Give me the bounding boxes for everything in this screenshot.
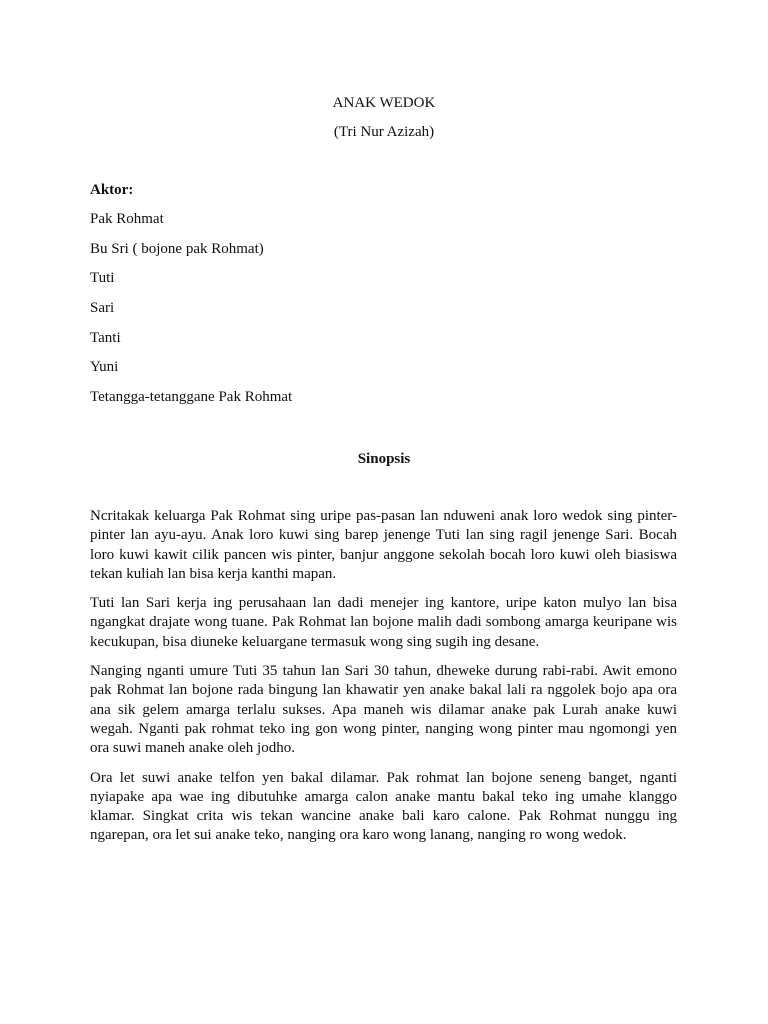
- synopsis-paragraph: Ora let suwi anake telfon yen bakal dilamar. Pak rohmat lan bojone seneng banget, nganti nyiapake apa wae ing dibutuhke amarga calon anake mantu bakal teko ing umahe klanggo klamar. Singkat crita wis tekan wancine anake bali karo calone. Pak Rohmat nunggu ing ngarepan, ora let sui anake teko, nanging ora karo wong lanang, nanging ro wong wedok.: [90, 769, 677, 844]
- actor-item: Pak Rohmat: [90, 211, 164, 227]
- actor-item: Bu Sri ( bojone pak Rohmat): [90, 240, 264, 257]
- actor-item: Tanti: [90, 329, 121, 346]
- actor-item: Yuni: [90, 359, 119, 376]
- document-author: (Tri Nur Azizah): [333, 124, 435, 140]
- synopsis-paragraph: Nanging nganti umure Tuti 35 tahun lan Sari 30 tahun, dheweke durung rabi-rabi. Awit emono pak Rohmat lan bojone rada bingung lan khawatir yen anake bakal lali ra nggolek bojo apa ora ana sik gelem amarga terlalu sukses. Apa maneh wis dilamar anake pak Lurah anake kuwi wegah. Nganti pak rohmat teko ing gon wong pinter, nanging wong pinter mau ngomongi yen ora suwi maneh anake oleh jodho.: [90, 663, 677, 757]
- document-title: ANAK WEDOK: [332, 95, 436, 111]
- actor-item: Sari: [90, 300, 115, 317]
- actor-item: Tetangga-tetanggane Pak Rohmat: [90, 389, 293, 406]
- synopsis-paragraph: Ncritakak keluarga Pak Rohmat sing uripe pas-pasan lan nduweni anak loro wedok sing pinter-pinter lan ayu-ayu. Anak loro kuwi sing barep jenenge Tuti lan sing ragil jenenge Sari. Bocah loro kuwi kawit cilik pancen wis pinter, banjur anggone sekolah bocah loro kuwi oleh biasiswa tekan kuliah lan bisa kerja kanthi mapan.: [90, 508, 677, 582]
- actors-heading: Aktor:: [90, 182, 134, 198]
- synopsis-heading: Sinopsis: [357, 451, 411, 467]
- synopsis-paragraph: Tuti lan Sari kerja ing perusahaan lan dadi menejer ing kantore, uripe katon mulyo lan bisa ngangkat drajate wong tuane. Pak Rohmat lan bojone malih dadi sombong amarga keuripane wis kecukupan, bisa diuneke keluargane termasuk wong sing sugih ing desane.: [90, 595, 677, 650]
- synopsis-section: [90, 507, 677, 856]
- actor-item: Tuti: [90, 270, 115, 287]
- actors-section: [90, 181, 690, 418]
- actor-list: [90, 210, 690, 418]
